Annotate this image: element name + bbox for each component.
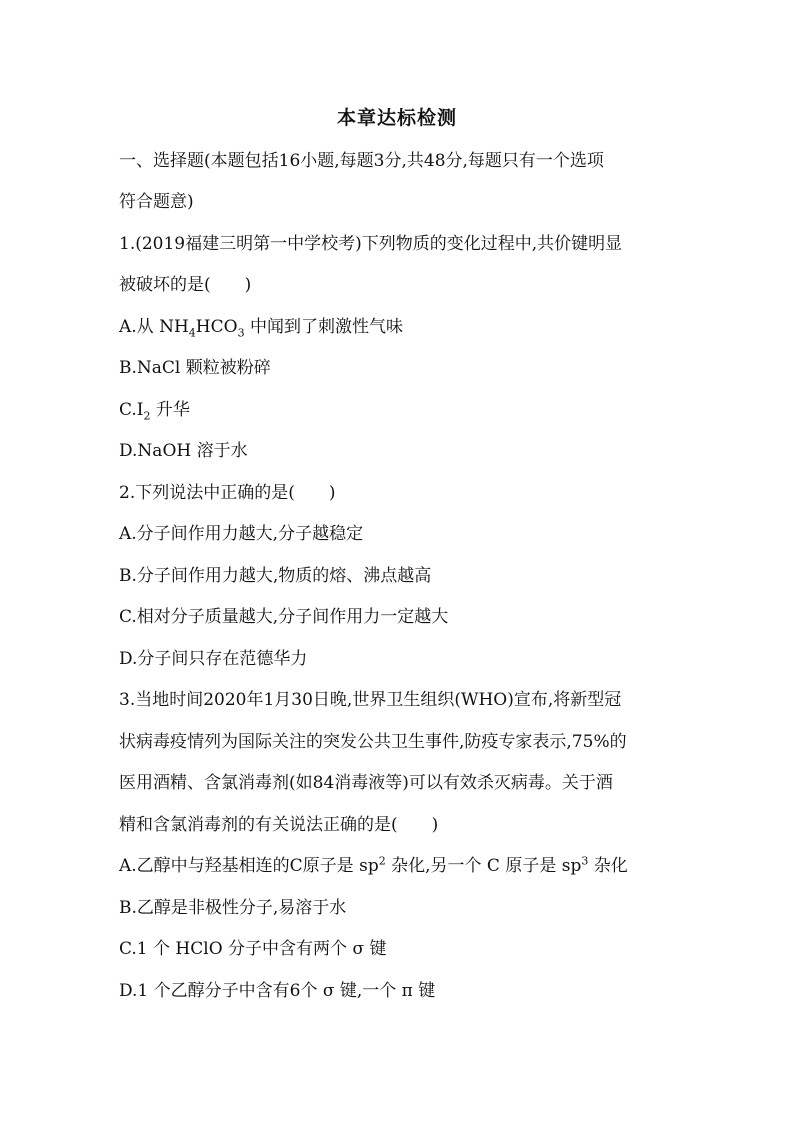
q2-option-c: C.相对分子质量越大,分子间作用力一定越大 [119,607,449,627]
q3-option-b: B.乙醇是非极性分子,易溶于水 [119,898,347,918]
q1-option-a-mid: HCO [195,317,238,337]
q1-option-b: B.NaCl 颗粒被粉碎 [119,358,271,378]
q3-stem-line-2: 状病毒疫情列为国际关注的突发公共卫生事件,防疫专家表示,75%的 [119,732,627,752]
q3-option-d: D.1 个乙醇分子中含有6个 σ 键,一个 π 键 [119,981,436,1001]
q1-option-d: D.NaOH 溶于水 [119,441,248,461]
q1-stem-line-2: 被破坏的是( ) [119,275,252,295]
section-header-line-2: 符合题意) [119,192,194,212]
q3-option-a [119,854,628,878]
q1-stem-line-1: 1.(2019福建三明第一中学校考)下列物质的变化过程中,共价键明显 [119,234,623,254]
q1-option-a-sub-1: 4 [188,326,196,340]
q1-option-c-suffix: 升华 [150,400,190,420]
q3-stem-line-1: 3.当地时间2020年1月30日晚,世界卫生组织(WHO)宣布,将新型冠 [119,690,622,710]
q1-option-c-prefix: C.I [119,400,144,420]
q3-option-a-sup-1: 2 [378,854,386,868]
q3-option-a-mid: 杂化,另一个 C 原子是 sp [385,856,582,876]
q1-option-c-sub: 2 [143,409,151,423]
q2-option-d: D.分子间只存在范德华力 [119,649,308,669]
q3-option-a-suffix: 杂化 [588,856,628,876]
q2-option-a: A.分子间作用力越大,分子越稳定 [119,524,364,544]
q1-option-a [119,315,403,339]
section-header-line-1: 一、选择题(本题包括16小题,每题3分,共48分,每题只有一个选项 [119,151,604,171]
q1-option-a-prefix: A.从 NH [119,317,189,337]
q2-option-b: B.分子间作用力越大,物质的熔、沸点越高 [119,566,432,586]
q1-option-c [119,398,190,422]
q2-stem: 2.下列说法中正确的是( ) [119,483,336,503]
q3-option-c: C.1 个 HClO 分子中含有两个 σ 键 [119,939,387,959]
q3-option-a-sup-2: 3 [581,854,589,868]
q1-option-a-suffix: 中闻到了刺激性气味 [244,317,403,337]
q3-stem-line-3: 医用酒精、含氯消毒剂(如84消毒液等)可以有效杀灭病毒。关于酒 [119,773,613,793]
q3-stem-line-4: 精和含氯消毒剂的有关说法正确的是( ) [119,815,439,835]
page-title: 本章达标检测 [336,107,457,129]
q3-option-a-prefix: A.乙醇中与羟基相连的C原子是 sp [119,856,379,876]
q1-option-a-sub-2: 3 [237,326,245,340]
